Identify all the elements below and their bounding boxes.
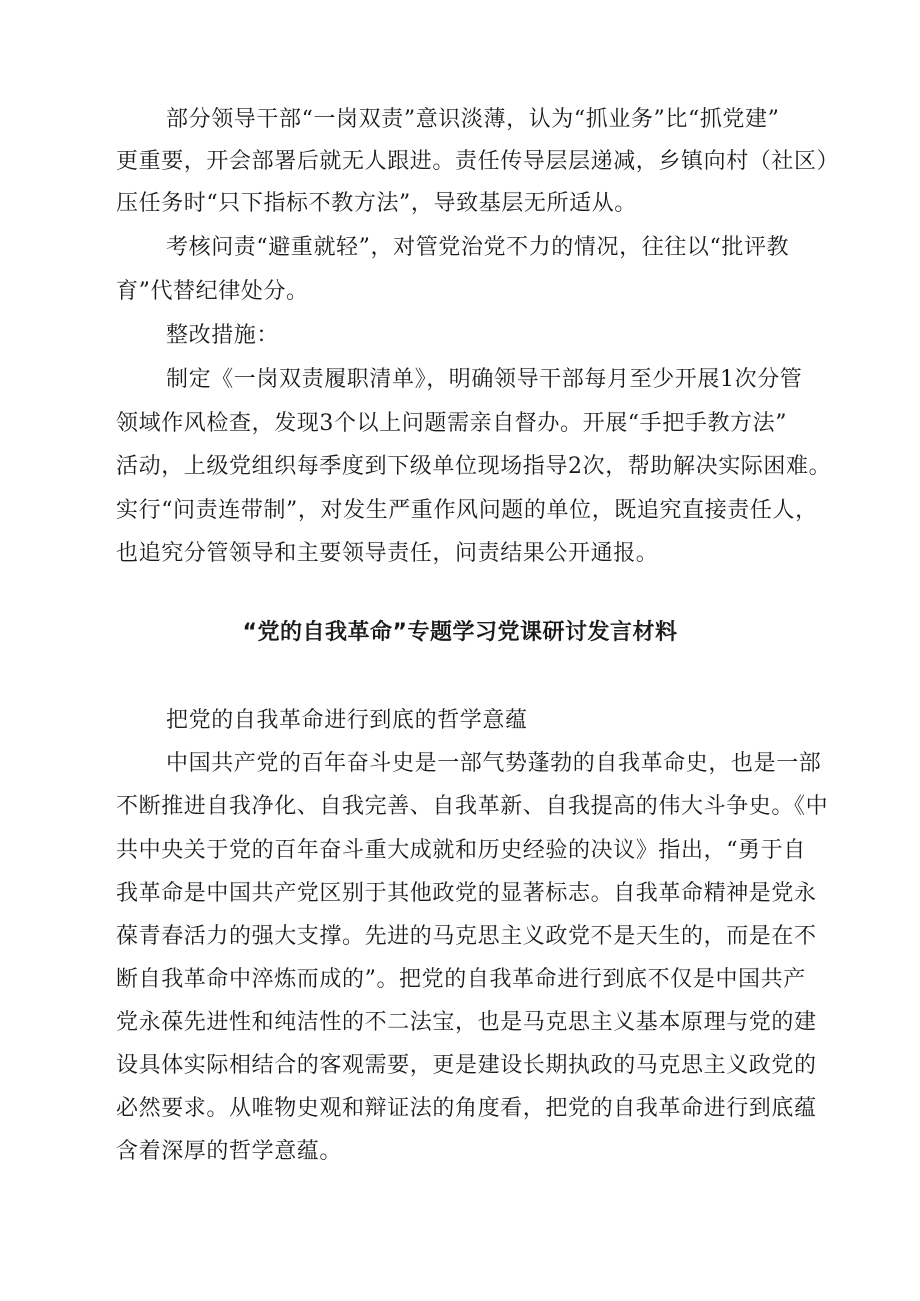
paragraph-line: 考核问责“避重就轻”，对管党治党不力的情况，往往以“批评教 [166, 235, 790, 260]
paragraph-line: 活动，上级党组织每季度到下级单位现场指导2次，帮助解决实际困难。 [116, 454, 832, 479]
paragraph-line: 制定《一岗双责履职清单》，明确领导干部每月至少开展1次分管 [166, 367, 803, 392]
paragraph-line: 部分领导干部“一岗双责”意识淡薄，认为“抓业务”比“抓党建” [166, 107, 780, 132]
paragraph-line: 实行“问责连带制”，对发生严重作风问题的单位，既追究直接责任人， [116, 498, 818, 523]
measures-heading: 整改措施： [166, 323, 280, 348]
paragraph-line: 育”代替纪律处分。 [116, 279, 309, 304]
paragraph-line: 也追究分管领导和主要领导责任，问责结果公开通报。 [116, 541, 659, 566]
paragraph-line: 压任务时“只下指标不教方法”，导致基层无所适从。 [116, 191, 637, 216]
paragraph-line: 更重要，开会部署后就无人跟进。责任传导层层递减，乡镇向村（社区） [116, 149, 840, 174]
paragraph-line: 断自我革命中淬炼而成的”。把党的自我革命进行到底不仅是中国共产 [116, 967, 806, 992]
paragraph-line: 中国共产党的百年奋斗史是一部气势蓬勃的自我革命史，也是一部 [166, 751, 822, 776]
document-title: “党的自我革命”专题学习党课研讨发言材料 [242, 620, 678, 645]
section-heading: 把党的自我革命进行到底的哲学意蕴 [166, 708, 528, 733]
paragraph-line: 不断推进自我净化、自我完善、自我革新、自我提高的伟大斗争史。《中 [116, 794, 829, 819]
paragraph-line: 必然要求。从唯物史观和辩证法的角度看，把党的自我革命进行到底蕴 [116, 1096, 817, 1121]
paragraph-line: 葆青春活力的强大支撑。先进的马克思主义政党不是天生的，而是在不 [116, 924, 817, 949]
paragraph-line: 含着深厚的哲学意蕴。 [116, 1139, 343, 1164]
paragraph-line: 领域作风检查，发现3个以上问题需亲自督办。开展“手把手教方法” [116, 411, 788, 436]
paragraph-line: 党永葆先进性和纯洁性的不二法宝，也是马克思主义基本原理与党的建 [116, 1010, 817, 1035]
paragraph-line: 设具体实际相结合的客观需要，更是建设长期执政的马克思主义政党的 [116, 1053, 817, 1078]
paragraph-line: 我革命是中国共产党区别于其他政党的显著标志。自我革命精神是党永 [116, 881, 817, 906]
paragraph-line: 共中央关于党的百年奋斗重大成就和历史经验的决议》指出，“勇于自 [116, 838, 806, 863]
